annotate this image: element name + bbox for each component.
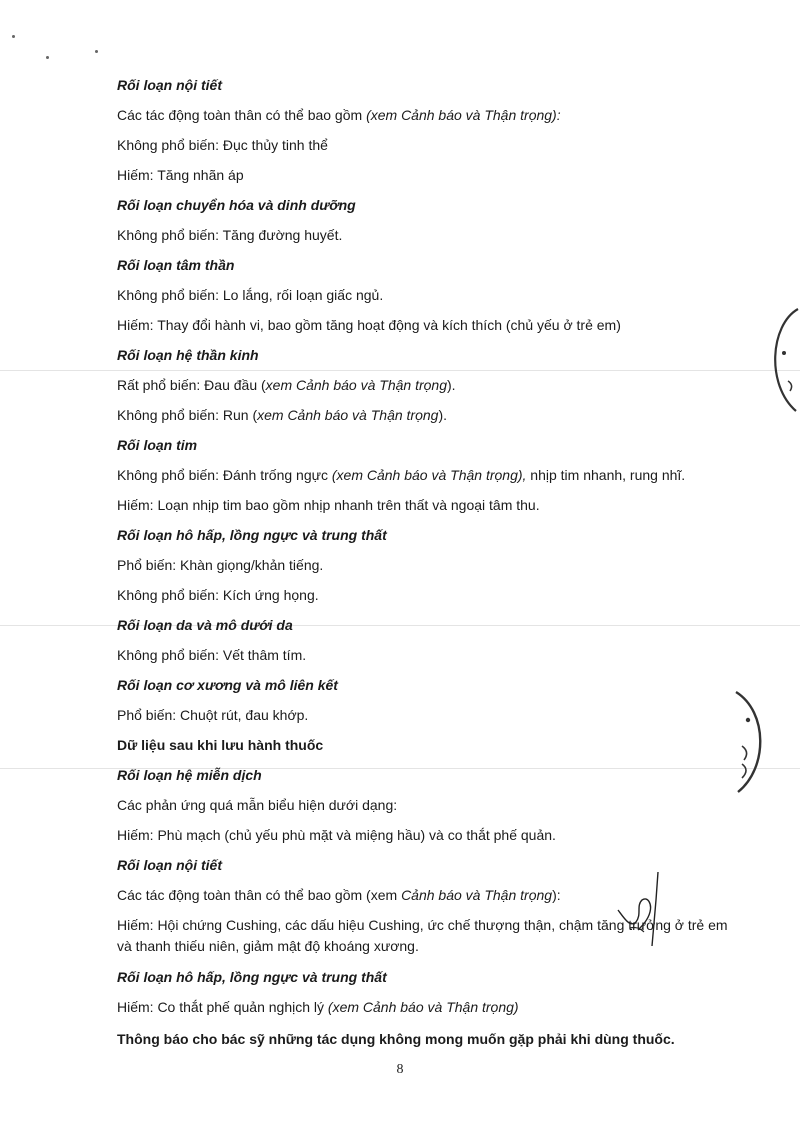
cross-reference: (xem Cảnh báo và Thận trọng), [331,467,527,483]
line-text: Hiếm: Phù mạch (chủ yếu phù mặt và miệng hầu) và co thắt phế quản. [117,827,556,843]
body-line [117,371,732,401]
scan-speck [95,50,98,53]
line-text: Rối loạn hệ thần kinh [117,347,259,363]
body-line [117,101,732,131]
body-line [117,131,732,161]
line-text: Rối loạn chuyển hóa và dinh dưỡng [117,197,356,213]
line-text: Không phổ biến: Tăng đường huyết. [117,227,343,243]
stamp-fragment-upper [760,305,800,415]
section-heading [117,71,732,101]
body-line [117,491,732,521]
line-text: Phổ biến: Chuột rút, đau khớp. [117,707,309,723]
line-text-tail: nhịp tim nhanh, rung nhĩ. [526,467,686,483]
cross-reference: xem Cảnh báo và Thận trọng [257,407,439,423]
line-text: Không phổ biến: Vết thâm tím. [117,647,307,663]
body-line [117,581,732,611]
line-text: Rối loạn nội tiết [117,857,222,873]
body-line [117,281,732,311]
line-text: Rối loạn hệ miễn dịch [117,767,262,783]
section-heading [117,611,732,641]
body-line [117,791,732,821]
body-line [117,993,732,1023]
closing-notice [117,1023,732,1057]
section-heading [117,761,732,791]
section-heading [117,431,732,461]
line-text: Rất phổ biến: Đau đầu ( [117,377,266,393]
line-text: Hiếm: Thay đổi hành vi, bao gồm tăng hoạt động và kích thích (chủ yếu ở trẻ em) [117,317,621,333]
line-text-tail: ). [438,407,448,423]
line-text: Rối loạn hô hấp, lồng ngực và trung thất [117,527,387,543]
line-text: Không phổ biến: Đánh trống ngực [117,467,332,483]
stamp-fragment-lower [728,688,773,798]
body-line [117,311,732,341]
line-text: Hiếm: Loạn nhịp tim bao gồm nhịp nhanh trên thất và ngoại tâm thu. [117,497,540,513]
body-line [117,701,732,731]
line-text: Rối loạn tâm thần [117,257,235,273]
body-line [117,221,732,251]
section-heading [117,341,732,371]
body-line [117,161,732,191]
line-text-tail: ). [447,377,456,393]
cross-reference: (xem Cảnh báo và Thận trọng) [327,999,519,1015]
line-text: Không phổ biến: Lo lắng, rối loạn giấc ngủ. [117,287,384,303]
line-text: Không phổ biến: Kích ứng họng. [117,587,319,603]
body-line [117,461,732,491]
line-text-tail: ): [552,887,561,903]
line-text: Dữ liệu sau khi lưu hành thuốc [117,737,324,753]
section-heading [117,521,732,551]
line-text: Thông báo cho bác sỹ những tác dụng không mong muốn gặp phải khi dùng thuốc. [117,1031,675,1047]
section-heading [117,963,732,993]
line-text: Hiếm: Co thắt phế quản nghịch lý [117,999,328,1015]
section-heading [117,671,732,701]
line-text: Các phản ứng quá mẫn biểu hiện dưới dạng: [117,797,398,813]
line-text: Phổ biến: Khàn giọng/khản tiếng. [117,557,324,573]
body-line [117,641,732,671]
cross-reference: Cảnh báo và Thận trọng [401,887,553,903]
line-text: Rối loạn tim [117,437,198,453]
page-number: 8 [396,1062,404,1077]
body-line [117,821,732,851]
section-heading [117,251,732,281]
scan-speck [46,56,49,59]
line-text: Rối loạn cơ xương và mô liên kết [117,677,338,693]
line-text: Các tác động toàn thân có thể bao gồm (xem [117,887,402,903]
handwritten-signature [612,870,672,950]
line-text: Rối loạn nội tiết [117,77,222,93]
cross-reference: xem Cảnh báo và Thận trọng [265,377,447,393]
line-text: Hiếm: Tăng nhãn áp [117,167,244,183]
line-text: Không phổ biến: Run ( [117,407,258,423]
scan-speck [12,35,15,38]
line-text: Rối loạn da và mô dưới da [117,617,293,633]
line-text: Rối loạn hô hấp, lồng ngực và trung thất [117,969,387,985]
line-text: Các tác động toàn thân có thể bao gồm [117,107,367,123]
cross-reference: (xem Cảnh báo và Thận trọng): [366,107,561,123]
body-line [117,551,732,581]
section-heading [117,191,732,221]
body-line [117,401,732,431]
line-text: Hiếm: Hội chứng Cushing, các dấu hiệu Cushing, ức chế thượng thận, chậm tăng trưởng ở trẻ em và thanh thiếu niên, giảm mật độ khoáng xương. [117,917,728,954]
subsection-heading [117,731,732,761]
line-text: Không phổ biến: Đục thủy tinh thể [117,137,328,153]
